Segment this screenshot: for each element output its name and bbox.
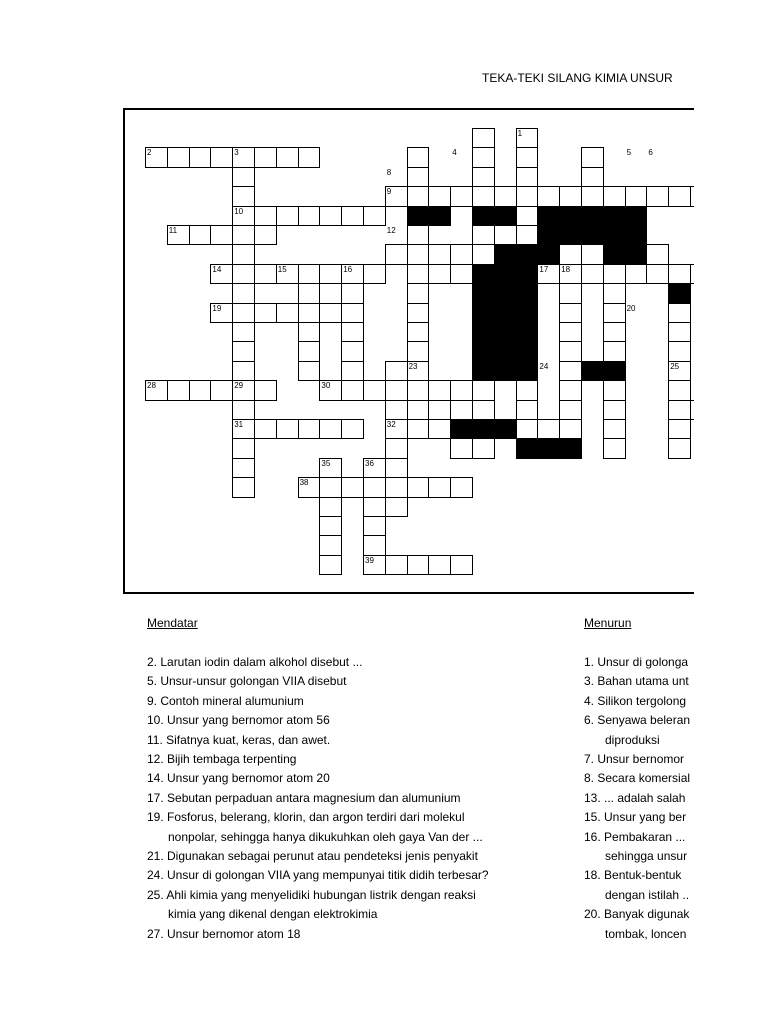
grid-cell[interactable] [385,361,408,381]
grid-cell[interactable] [559,322,582,342]
grid-block [625,244,648,264]
clue-number: 16 [343,264,353,274]
grid-cell[interactable] [298,303,321,323]
grid-cell[interactable] [603,419,626,439]
grid-cell[interactable] [276,147,299,167]
grid-block [516,303,539,323]
grid-block [472,419,495,439]
grid-cell[interactable] [341,477,364,497]
clue-number: 19 [212,303,222,313]
down-clue: 20. Banyak digunak [584,907,690,922]
grid-cell[interactable] [428,555,451,575]
grid-cell[interactable] [363,380,386,400]
grid-block [537,206,560,226]
grid-cell[interactable] [516,400,539,420]
grid-cell[interactable] [559,419,582,439]
grid-cell[interactable] [407,186,430,206]
grid-cell[interactable] [385,244,408,264]
down-heading: Menurun [584,616,632,630]
grid-cell[interactable] [559,341,582,361]
grid-cell[interactable] [385,458,408,478]
clue-number: 2 [147,148,152,158]
grid-block [516,283,539,303]
grid-cell[interactable] [254,225,277,245]
grid-cell[interactable] [341,303,364,323]
grid-cell[interactable] [254,380,277,400]
grid-block [494,283,517,303]
grid-block [472,283,495,303]
grid-cell[interactable] [668,419,691,439]
grid-cell[interactable] [232,244,255,264]
grid-cell[interactable] [254,264,277,284]
grid-cell[interactable] [363,516,386,536]
grid-block [537,438,560,458]
grid-cell[interactable] [472,380,495,400]
down-clue: 16. Pembakaran ... [584,829,686,844]
grid-cell[interactable] [690,400,694,420]
grid-cell[interactable] [341,206,364,226]
down-clue: 13. ... adalah salah [584,790,686,805]
grid-cell[interactable] [189,380,212,400]
grid-block [537,225,560,245]
grid-cell[interactable] [232,400,255,420]
grid-block [537,244,560,264]
across-clue: 19. Fosforus, belerang, klorin, dan argon terdiri dari molekul [147,810,465,825]
grid-cell[interactable] [319,264,342,284]
across-clue: 21. Digunakan sebagai perunut atau pendeteksi jenis penyakit [147,849,478,864]
down-clue: sehingga unsur [605,849,688,864]
grid-cell[interactable] [385,477,408,497]
grid-block [472,361,495,381]
grid-cell[interactable] [276,419,299,439]
grid-cell[interactable] [232,186,255,206]
grid-cell[interactable] [319,303,342,323]
grid-cell[interactable] [276,303,299,323]
grid-cell[interactable] [319,497,342,517]
grid-cell[interactable] [559,400,582,420]
grid-cell[interactable] [603,303,626,323]
down-clue-list [584,653,690,944]
grid-block [516,361,539,381]
down-clue: 6. Senyawa beleran [584,713,691,728]
clue-number: 38 [299,478,309,488]
grid-cell[interactable] [232,438,255,458]
grid-block [581,225,604,245]
grid-cell[interactable] [537,186,560,206]
grid-cell[interactable] [319,535,342,555]
grid-cell[interactable] [581,264,604,284]
grid-block [450,419,473,439]
clue-number: 20 [626,303,636,313]
grid-cell[interactable] [472,438,495,458]
grid-cell[interactable] [603,322,626,342]
grid-cell[interactable] [298,341,321,361]
clue-number: 5 [626,148,632,158]
grid-block [516,438,539,458]
grid-block [516,322,539,342]
grid-cell[interactable] [254,147,277,167]
clue-number: 1 [517,129,523,138]
grid-cell[interactable] [407,477,430,497]
grid-cell[interactable] [603,438,626,458]
across-clue: 14. Unsur yang bernomor atom 20 [147,771,330,786]
down-clue: 8. Secara komersial [584,771,691,786]
grid-cell[interactable] [407,322,430,342]
clue-number: 32 [386,420,396,429]
grid-cell[interactable] [407,555,430,575]
grid-cell[interactable] [385,380,408,400]
across-heading: Mendatar [147,616,198,630]
grid-cell[interactable] [668,438,691,458]
grid-cell[interactable] [298,419,321,439]
grid-cell[interactable] [625,264,648,284]
grid-cell[interactable] [603,400,626,420]
grid-cell[interactable] [319,206,342,226]
grid-cell[interactable] [516,147,539,167]
across-clue: 2. Larutan iodin dalam alkohol disebut ... [147,655,363,669]
clue-number: 11 [168,226,178,235]
grid-cell[interactable] [559,380,582,400]
grid-cell[interactable] [603,283,626,303]
grid-cell[interactable] [232,341,255,361]
grid-cell[interactable] [690,264,694,284]
grid-cell[interactable] [428,380,451,400]
grid-cell[interactable] [603,380,626,400]
grid-cell[interactable] [232,361,255,381]
grid-cell[interactable] [668,322,691,342]
clue-number: 4 [452,148,457,158]
grid-cell[interactable] [450,186,473,206]
grid-cell[interactable] [516,167,539,187]
grid-cell[interactable] [232,225,255,245]
grid-cell[interactable] [668,303,691,323]
grid-cell[interactable] [428,244,451,264]
grid-cell[interactable] [407,167,430,187]
grid-block [603,244,626,264]
clue-number: 25 [670,361,680,371]
clue-number: 18 [561,264,571,274]
grid-cell[interactable] [232,477,255,497]
clue-number: 6 [648,148,653,158]
down-clue: 7. Unsur bernomor [584,752,685,767]
down-clue: 3. Bahan utama unt [584,674,689,689]
clue-number: 29 [234,381,244,391]
across-clue: 24. Unsur di golongan VIIA yang mempunyai titik didih terbesar? [147,868,489,883]
grid-cell[interactable] [581,167,604,187]
grid-cell[interactable] [516,206,539,226]
clue-number: 21 [495,323,505,332]
grid-cell[interactable] [254,303,277,323]
clue-number: 31 [234,420,244,429]
grid-block [494,303,517,323]
grid-cell[interactable] [232,458,255,478]
clue-number: 3 [234,148,239,158]
grid-cell[interactable] [363,206,386,226]
grid-cell[interactable] [232,303,255,323]
grid-cell[interactable] [472,225,495,245]
grid-cell[interactable] [450,438,473,458]
grid-cell[interactable] [341,341,364,361]
down-clue: 18. Bentuk-bentuk [584,868,682,883]
grid-cell[interactable] [363,497,386,517]
grid-block [581,361,604,381]
across-clue: 5. Unsur-unsur golongan VIIA disebut [147,674,347,689]
grid-cell[interactable] [407,341,430,361]
down-clue: dengan istilah .. [605,887,690,902]
grid-cell[interactable] [428,264,451,284]
across-clue-list [147,653,489,944]
grid-cell[interactable] [341,380,364,400]
grid-cell[interactable] [341,322,364,342]
across-clue: 12. Bijih tembaga terpenting [147,752,297,767]
grid-cell[interactable] [232,264,255,284]
grid-block [668,283,691,303]
grid-block [559,438,582,458]
across-clue: 9. Contoh mineral alumunium [147,693,304,708]
grid-block [559,206,582,226]
clue-number: 28 [147,381,156,391]
grid-cell[interactable] [668,186,691,206]
across-clue: 25. Ahli kimia yang menyelidiki hubungan listrik dengan reaksi [147,887,476,902]
grid-cell[interactable] [341,283,364,303]
grid-cell[interactable] [189,147,212,167]
grid-cell[interactable] [668,380,691,400]
grid-cell[interactable] [232,167,255,187]
grid-cell[interactable] [559,186,582,206]
grid-block [472,206,495,226]
grid-cell[interactable] [254,419,277,439]
grid-cell[interactable] [472,128,495,148]
clue-number: 30 [321,381,331,391]
grid-cell[interactable] [298,147,321,167]
grid-block [428,206,451,226]
grid-block [472,303,495,323]
grid-cell[interactable] [581,244,604,264]
grid-cell[interactable] [668,341,691,361]
across-clue: 27. Unsur bernomor atom 18 [147,926,301,941]
clue-number: 12 [386,226,396,235]
grid-cell[interactable] [472,167,495,187]
grid-cell[interactable] [537,419,560,439]
grid-cell[interactable] [407,419,430,439]
grid-cell[interactable] [341,419,364,439]
grid-block [494,419,517,439]
grid-block [472,264,495,284]
clue-number: 35 [321,458,331,468]
clue-number: 10 [234,206,244,216]
grid-block [494,361,517,381]
grid-cell[interactable] [385,555,408,575]
grid-cell[interactable] [428,186,451,206]
grid-block [625,225,648,245]
clue-number: 39 [365,555,374,565]
grid-block [603,361,626,381]
grid-cell[interactable] [450,555,473,575]
across-clue: 10. Unsur yang bernomor atom 56 [147,713,330,728]
across-clue: 11. Sifatnya kuat, keras, dan awet. [147,732,331,747]
grid-cell[interactable] [603,264,626,284]
grid-cell[interactable] [319,419,342,439]
grid-cell[interactable] [319,516,342,536]
grid-cell[interactable] [210,225,233,245]
grid-cell[interactable] [472,147,495,167]
grid-block [603,206,626,226]
grid-cell[interactable] [298,322,321,342]
grid-block [472,322,495,342]
grid-block [559,225,582,245]
grid-cell[interactable] [407,147,430,167]
grid-block [603,225,626,245]
grid-cell[interactable] [298,206,321,226]
grid-cell[interactable] [516,419,539,439]
grid-cell[interactable] [407,244,430,264]
grid-cell[interactable] [407,380,430,400]
grid-cell[interactable] [385,497,408,517]
down-clue: 4. Silikon tergolong [584,693,687,708]
grid-cell[interactable] [407,283,430,303]
down-clue: diproduksi [605,732,660,747]
grid-cell[interactable] [189,225,212,245]
grid-cell[interactable] [298,283,321,303]
grid-block [581,206,604,226]
grid-cell[interactable] [298,361,321,381]
grid-cell[interactable] [559,244,582,264]
grid-cell[interactable] [232,322,255,342]
grid-cell[interactable] [646,264,669,284]
grid-cell[interactable] [407,225,430,245]
across-clue: 17. Sebutan perpaduan antara magnesium dan alumunium [147,790,461,805]
grid-cell[interactable] [428,419,451,439]
grid-cell[interactable] [472,400,495,420]
grid-cell[interactable] [450,477,473,497]
grid-block [625,206,648,226]
grid-cell[interactable] [603,186,626,206]
grid-block [494,206,517,226]
grid-cell[interactable] [232,283,255,303]
grid-cell[interactable] [450,400,473,420]
grid-block [516,244,539,264]
grid-cell[interactable] [298,264,321,284]
grid-cell[interactable] [668,400,691,420]
grid-block [472,341,495,361]
grid-cell[interactable] [603,341,626,361]
grid-cell[interactable] [407,400,430,420]
grid-block [494,244,517,264]
grid-cell[interactable] [167,380,190,400]
grid-cell[interactable] [559,361,582,381]
grid-cell[interactable] [516,380,539,400]
grid-cell[interactable] [428,477,451,497]
grid-cell[interactable] [167,147,190,167]
grid-cell[interactable] [363,535,386,555]
grid-cell[interactable] [385,400,408,420]
grid-cell[interactable] [450,244,473,264]
grid-cell[interactable] [450,380,473,400]
grid-cell[interactable] [646,186,669,206]
grid-cell[interactable] [363,264,386,284]
clue-number: 8 [386,167,392,177]
clue-number: 24 [539,361,549,371]
clue-number: 17 [539,264,549,274]
clue-number: 36 [365,458,374,468]
grid-cell[interactable] [690,186,694,206]
clue-number: 9 [386,187,392,197]
clue-number: 23 [408,361,418,371]
grid-cell[interactable] [254,206,277,226]
grid-cell[interactable] [581,147,604,167]
grid-block [516,264,539,284]
grid-cell[interactable] [472,186,495,206]
grid-cell[interactable] [276,206,299,226]
grid-cell[interactable] [516,225,539,245]
grid-block [407,206,430,226]
grid-block [494,341,517,361]
page-title: TEKA-TEKI SILANG KIMIA UNSUR [482,71,673,85]
across-clue: nonpolar, sehingga hanya dikukuhkan oleh gaya Van der ... [168,829,483,844]
grid-cell[interactable] [581,186,604,206]
grid-cell[interactable] [625,186,648,206]
grid-block [516,341,539,361]
clue-number: 15 [277,264,287,274]
clue-number: 14 [212,264,222,274]
down-clue: tombak, loncen [605,926,687,941]
grid-cell[interactable] [407,303,430,323]
grid-cell[interactable] [363,477,386,497]
grid-cell[interactable] [319,555,342,575]
across-clue: kimia yang dikenal dengan elektrokimia [168,907,378,922]
grid-cell[interactable] [210,380,233,400]
grid-cell[interactable] [210,147,233,167]
grid-cell[interactable] [559,283,582,303]
down-clue: 1. Unsur di golonga [584,655,689,669]
grid-cell[interactable] [646,244,669,264]
grid-cell[interactable] [559,303,582,323]
grid-cell[interactable] [472,244,495,264]
grid-cell[interactable] [407,264,430,284]
grid-cell[interactable] [516,186,539,206]
grid-cell[interactable] [494,186,517,206]
grid-cell[interactable] [450,264,473,284]
down-clue: 15. Unsur yang ber [584,810,687,825]
grid-cell[interactable] [341,361,364,381]
grid-cell[interactable] [319,477,342,497]
grid-block [494,264,517,284]
grid-cell[interactable] [668,264,691,284]
grid-cell[interactable] [385,438,408,458]
